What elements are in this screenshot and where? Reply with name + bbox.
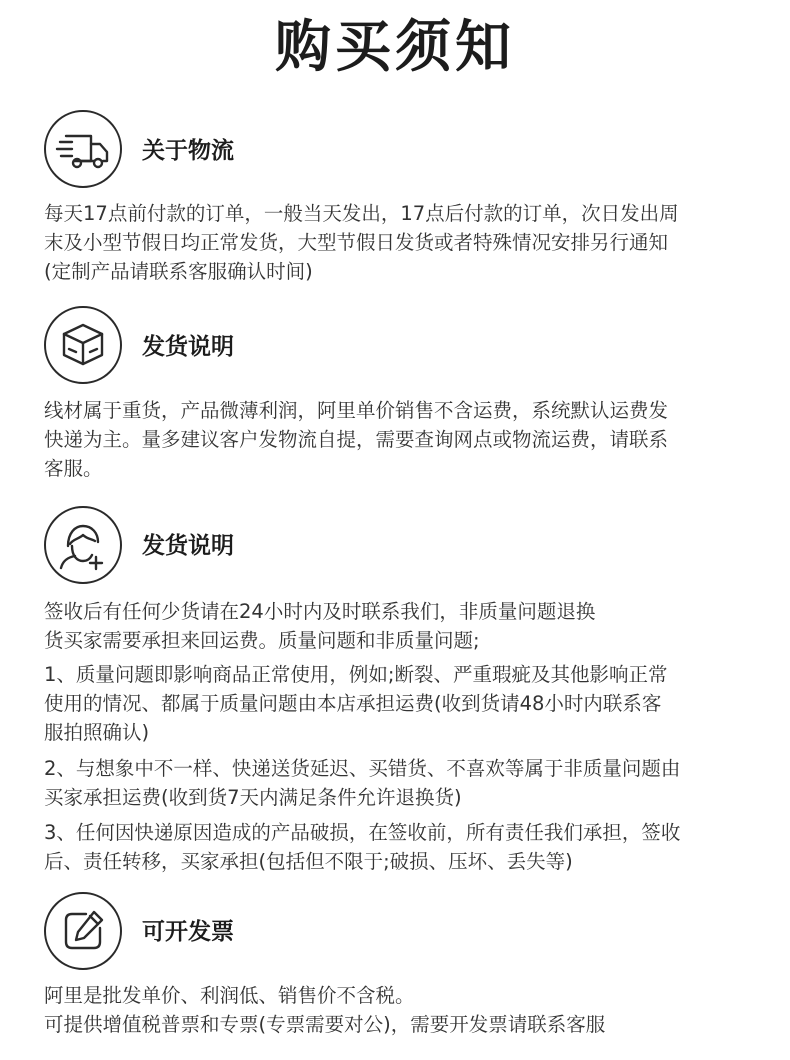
shipping-text: 线材属于重货，产品微薄利润，阿里单价销售不含运费，系统默认运费发 快递为主。量多建议客户发物流自提，需要查询网点或物流运费，请联系 客服。 <box>44 399 669 480</box>
invoice-text: 阿里是批发单价、利润低、销售价不含税。 可提供增值税普票和专票(专票需要对公)，需要开发票请联系客服 <box>44 984 606 1036</box>
customer-service-icon <box>44 506 122 584</box>
after-receipt-rule-2: 2、与想象中不一样、快递送货延迟、买错货、不喜欢等属于非质量问题由 买家承担运费(收到货7天内满足条件允许退换货) <box>44 757 681 809</box>
section-title-after-receipt: 发货说明 <box>142 533 234 559</box>
section-title-invoice: 可开发票 <box>142 919 234 945</box>
section-title-shipping: 发货说明 <box>142 334 234 360</box>
after-receipt-rule-1: 1、质量问题即影响商品正常使用，例如;断裂、严重瑕疵及其他影响正常 使用的情况、都属于质量问题由本店承担运费(收到货请48小时内联系客 服拍照确认) <box>44 663 668 744</box>
section-title-logistics: 关于物流 <box>142 138 234 164</box>
after-receipt-rule-3: 3、任何因快递原因造成的产品破损，在签收前，所有责任我们承担，签收 后、责任转移，买家承担(包括但不限于;破损、压坏、丢失等) <box>44 821 681 873</box>
delivery-truck-icon <box>44 110 122 188</box>
invoice-edit-icon <box>44 892 122 970</box>
page-title: 购买须知 <box>275 15 515 80</box>
package-box-icon <box>44 306 122 384</box>
logistics-text: 每天17点前付款的订单，一般当天发出，17点后付款的订单，次日发出周 末及小型节假日均正常发货，大型节假日发货或者特殊情况安排另行通知 (定制产品请联系客服确认时间) <box>44 202 679 283</box>
after-receipt-intro: 签收后有任何少货请在24小时内及时联系我们，非质量问题退换 货买家需要承担来回运费。质量问题和非质量问题; <box>44 600 596 652</box>
